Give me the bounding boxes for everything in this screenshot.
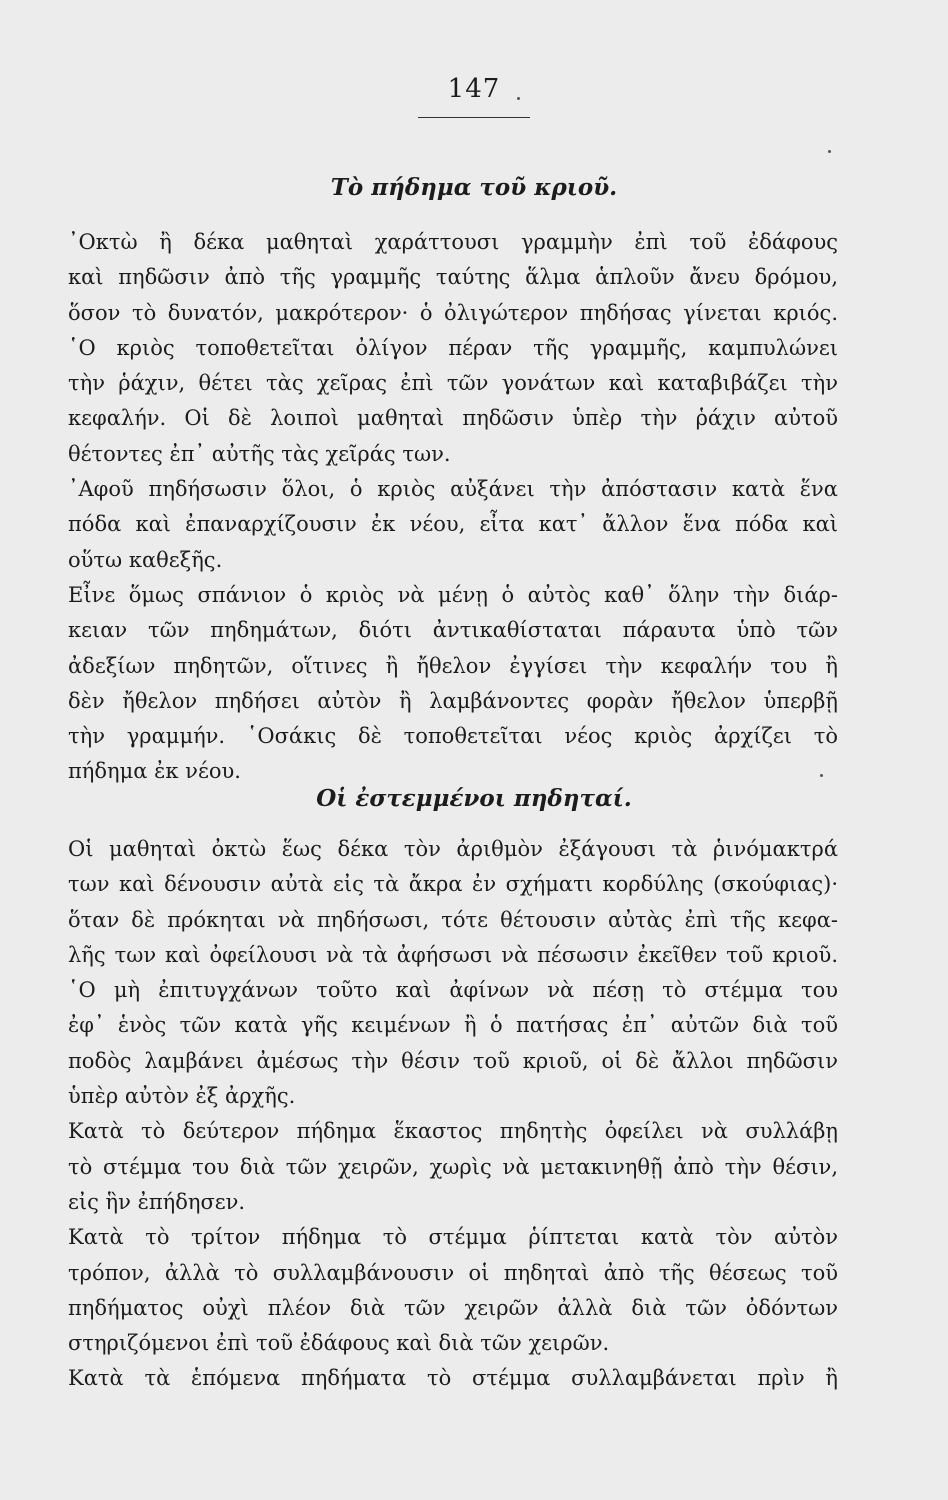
text-line: στηριζόμενοι ἐπὶ τοῦ ἐδάφους καὶ διὰ τῶν χειρῶν. xyxy=(68,1331,610,1356)
text-line: Εἶνε ὅμως σπάνιον ὁ κριὸς νὰ μένῃ ὁ αὐτὸς καθ᾽ ὅλην τὴν διάρ- xyxy=(68,582,838,607)
text-line: Κατὰ τὸ δεύτερον πήδημα ἕκαστος πηδητὴς ὀφείλει νὰ συλλάβῃ xyxy=(68,1119,838,1144)
print-speck xyxy=(820,774,823,777)
text-line: Οἱ μαθηταὶ ὀκτὼ ἕως δέκα τὸν ἀριθμὸν ἐξάγουσι τὰ ῥινόμακτρά xyxy=(68,837,838,861)
text-line: ὅσον τὸ δυνατόν, μακρότερον· ὁ ὀλιγώτερον πηδήσας γίνεται κριός. xyxy=(68,300,838,325)
print-speck xyxy=(828,150,831,153)
text-line: πόδα καὶ ἐπαναρχίζουσιν ἐκ νέου, εἶτα κατ᾽ ἄλλον ἕνα πόδα καὶ xyxy=(68,512,838,537)
text-line: τὸ στέμμα του διὰ τῶν χειρῶν, χωρὶς νὰ μετακινηθῇ ἀπὸ τὴν θέσιν, xyxy=(68,1154,838,1179)
text-line: ὅταν δὲ πρόκηται νὰ πηδήσωσι, τότε θέτουσιν αὐτὰς ἐπὶ τῆς κεφα- xyxy=(68,907,838,932)
page-number-rule xyxy=(418,117,530,118)
text-line: ᾽Αφοῦ πηδήσωσιν ὅλοι, ὁ κριὸς αὐξάνει τὴν ἀπόστασιν κατὰ ἕνα xyxy=(68,477,838,502)
text-line: πηδήματος οὐχὶ πλέον διὰ τῶν χειρῶν ἀλλὰ διὰ τῶν ὀδόντων xyxy=(68,1295,838,1320)
text-line: Κατὰ τὸ τρίτον πήδημα τὸ στέμμα ῥίπτεται κατὰ τὸν αὐτὸν xyxy=(68,1225,838,1250)
text-line: οὕτω καθεξῆς. xyxy=(68,547,223,572)
text-line: Κατὰ τὰ ἑπόμενα πηδήματα τὸ στέμμα συλλαμβάνεται πρὶν ἢ xyxy=(68,1366,838,1391)
section-body-crowned-jumpers xyxy=(68,832,838,1397)
text-line: ὑπὲρ αὐτὸν ἐξ ἀρχῆς. xyxy=(68,1084,296,1109)
text-line: λῆς των καὶ ὀφείλουσι νὰ τὰ ἀφήσωσι νὰ πέσωσιν ἐκεῖθεν τοῦ κριοῦ. xyxy=(68,942,838,967)
text-line: πήδημα ἐκ νέου. xyxy=(68,759,241,784)
text-line: ἐφ᾽ ἑνὸς τῶν κατὰ γῆς κειμένων ἢ ὁ πατήσας ἐπ᾽ αὐτῶν διὰ τοῦ xyxy=(68,1013,838,1038)
text-line: ῾Ο μὴ ἐπιτυγχάνων τοῦτο καὶ ἀφίνων νὰ πέσῃ τὸ στέμμα του xyxy=(68,978,838,1003)
section-body-ram-jump xyxy=(68,225,838,790)
text-line: ἀδεξίων πηδητῶν, οἵτινες ἢ ἤθελον ἐγγίσει τὴν κεφαλήν του ἢ xyxy=(68,653,838,678)
text-line: εἰς ἣν ἐπήδησεν. xyxy=(68,1189,246,1214)
text-line: τρόπον, ἀλλὰ τὸ συλλαμβάνουσιν οἱ πηδηταὶ ἀπὸ τῆς θέσεως τοῦ xyxy=(68,1260,838,1285)
section-title-crowned-jumpers: Οἱ ἐστεμμένοι πηδηταί. xyxy=(316,785,632,812)
text-line: τὴν ῥάχιν, θέτει τὰς χεῖρας ἐπὶ τῶν γονάτων καὶ καταβιβάζει τὴν xyxy=(68,371,838,396)
text-line: ῾Ο κριὸς τοποθετεῖται ὀλίγον πέραν τῆς γραμμῆς, καμπυλώνει xyxy=(68,335,838,360)
text-line: κειαν τῶν πηδημάτων, διότι ἀντικαθίσταται πάραυτα ὑπὸ τῶν xyxy=(68,618,838,643)
text-line: τὴν γραμμήν. ῾Οσάκις δὲ τοποθετεῖται νέος κριὸς ἀρχίζει τὸ xyxy=(68,724,838,749)
section-title-ram-jump: Τὸ πήδημα τοῦ κριοῦ. xyxy=(330,174,618,201)
text-line: ᾽Οκτὼ ἢ δέκα μαθηταὶ χαράττουσι γραμμὴν ἐπὶ τοῦ ἐδάφους xyxy=(68,230,838,254)
text-line: ποδὸς λαμβάνει ἀμέσως τὴν θέσιν τοῦ κριοῦ, οἱ δὲ ἄλλοι πηδῶσιν xyxy=(68,1048,838,1073)
text-line: των καὶ δένουσιν αὐτὰ εἰς τὰ ἄκρα ἐν σχήματι κορδύλης (σκούφιας)· xyxy=(68,872,838,897)
text-line: δὲν ἤθελον πηδήσει αὐτὸν ἢ λαμβάνοντες φορὰν ἤθελον ὑπερβῇ xyxy=(68,688,838,713)
text-line: κεφαλήν. Οἱ δὲ λοιποὶ μαθηταὶ πηδῶσιν ὑπὲρ τὴν ῥάχιν αὐτοῦ xyxy=(68,406,838,431)
page-number: 147 xyxy=(447,74,501,104)
text-line: καὶ πηδῶσιν ἀπὸ τῆς γραμμῆς ταύτης ἅλμα ἁπλοῦν ἄνευ δρόμου, xyxy=(68,265,838,290)
text-line: θέτοντες ἐπ᾽ αὐτῆς τὰς χεῖράς των. xyxy=(68,441,451,466)
print-speck xyxy=(517,97,520,100)
